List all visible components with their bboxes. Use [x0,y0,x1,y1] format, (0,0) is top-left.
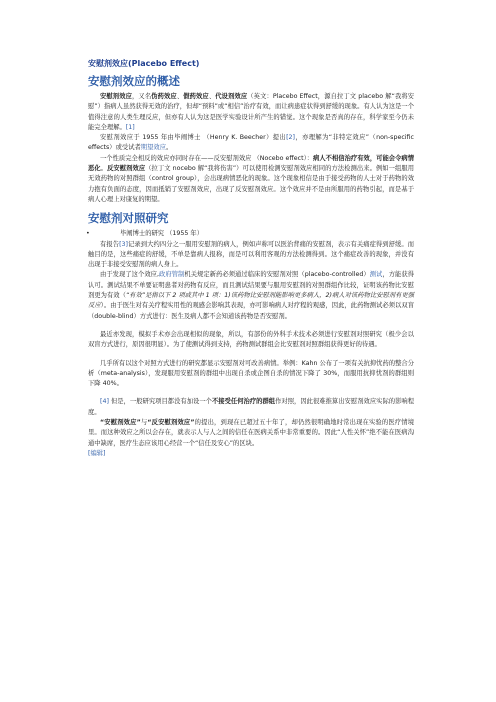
paragraph-meta-analysis: 几乎所有以这个对照方式进行的研究都显示安慰剂对可改善病情。举例：Kahn 公布了一项有关抗抑忧药的整合分析（meta-analysis），发现服用安慰剂的群组中出现自杀或企图自杀的情况下降了 30%，而服用抗抑忧剂的群组则下降 40%。 [88,359,414,388]
paragraph-report [88,240,414,271]
placebo-term-emphasis: “安慰剂效应” [100,419,141,427]
text-fragment: 有报告 [100,240,120,248]
paragraph-regulation [88,270,414,321]
bullet-text: 毕阐博士的研究 （1955 年） [120,230,203,238]
text-fragment: 机关规定新药必须通过临床的安慰剂对照（placebo-controlled） [184,271,370,279]
text-fragment: ，又名 [132,93,152,100]
government-regulation-link[interactable]: 政府管制 [159,271,185,279]
test-link[interactable]: 测试 [369,271,383,279]
text-fragment: 。 [165,144,173,152]
expectation-effect-link[interactable]: 期望效应 [140,144,166,152]
text-fragment: 一个性质完全相反的效应亦同时存在——反安慰剂效应 （Nocebo effect）： [100,154,314,162]
text-fragment: 、 [208,93,216,100]
text-fragment: 与 [140,419,148,427]
section-heading-overview: 安慰剂效应的概述 [88,74,180,88]
no-treatment-group-emphasis: 不接受任何治疗的群组 [211,398,276,406]
paragraph-nocebo [88,154,414,205]
text-fragment: 记录到大约四分之一服用安慰剂的病人，例如声称可以医治背痛的安慰剂，表示有关痛症得到舒缓。而触目的是，这些痛症的舒缓，不单是靠病人报称，而是可以利用客观的方法检测得到。这个痛症改善的现象，并没有出现于非接受安慰剂的病人身上。 [88,240,415,269]
nocebo-term-emphasis: “反安慰剂效应” [147,419,195,427]
term-placebo-effect: 安慰剂效应 [100,93,133,100]
term-substitute-effect: 代设剂效应 [215,93,248,100]
text-fragment: 作对照，因此很难推算出安慰剂效应实际的影响程度。 [88,398,414,416]
term-pseudo-drug-effect: 伪药效应 [151,93,177,100]
nocebo-emphasis: 病人不相信治疗有效，可能会令病情恶化 [88,154,415,173]
term-nocebo-effect: 反安慰剂效应 [107,165,146,173]
reference-link-4[interactable]: [4] [100,398,109,406]
text-fragment: 由于发现了这个效应, [100,271,159,279]
text-fragment: 。 [100,165,108,173]
paragraph-history [88,133,414,154]
section-heading-controlled-studies: 安慰剂对照研究 [88,211,169,226]
text-fragment: ）。由于医生对有关疗程实用性的观感会影响其表现，亦可影响病人对疗程的观感，因此，此药物测试必须以双盲 （double-blind）方式进行：医生及病人都不会知道该药物是否安慰剂。 [88,302,415,320]
reference-link-2[interactable]: [2] [286,134,296,142]
term-fake-drug-effect: 假药效应 [183,93,209,100]
text-fragment: 、 [176,93,184,100]
paragraph-surgery: 最近亦发现，模拟手术亦会出现相似的现象，所以，有部份的外科手术技术必须进行安慰剂对照研究（极少会以双盲方式进行，原因很明显）。为了使测试得到支持，药物测试群组会比安慰剂对照群组获得更好的待遇。 [88,330,414,349]
reference-link-1[interactable]: [1] [125,123,135,131]
paragraph-definition [88,92,414,133]
bullet-icon: • [86,230,90,238]
effective-definition: “有效”是指以下 2 项或其中 1 项：1)该药物比安慰剂能影响更多病人，2)病人对该药物比安慰剂有更强反应 [88,292,414,310]
list-item [88,229,414,239]
text-fragment: （英文：Placebo Effect，源自拉丁文 placebo 解“我将安慰”）指病人虽然获得无效的治疗，但却“预料”或“相信”治疗有效，而让病患症状得到舒缓的现象。有人认为这是一个值得注意的人类生理反应，但亦有人认为这是医学实验设计所产生的错觉。这个现象是否真的存在，科学家至今仍未能完全理解。 [88,93,415,131]
paragraph-limitation [88,397,414,418]
text-fragment: 的提出，到现在已超过五十年了，却仍然很明确地时常出现在实验的医疗情境里。而这种效应之所以会存在，就表示人与人之间的信任在医病关系中非常重要的。因此“人性关怀”绝不能在医病沟通中缺席，医疗生态应该用心经营一个“信任及安心”的区块。 [88,419,415,447]
text-fragment: （拉丁文 nocebo 解“我将伤害”）可以使用检测安慰剂效应相同的方法检测出来。例如一组服用无效药物的对照群组（control group），会出现病情恶化的现象。这个现象相信是由于接受药物的人士对于药物的效力抱有负面的态度，因而抵销了安慰剂效应，出现了反安慰剂效应。这个效应并不是由所服用的药物引起，而是基于病人心理上对康复的期望。 [88,165,415,203]
paragraph-conclusion [88,418,414,449]
text-fragment: 但是，一般研究项目都没有加设一个 [108,398,212,406]
text-fragment: ，方能获得认可。测试结果不单要证明患者对药物有反应，而且测试结果要与服用安慰剂的对照群组作比较，证明该药物比安慰剂更为有效（ [88,271,415,300]
edit-link[interactable]: [编辑] [88,449,106,457]
text-fragment: 安慰剂效应于 1955 年由毕阐博士 （Henry K. Beecher）提出 [100,134,287,142]
reference-link-3[interactable]: [3] [119,240,128,248]
document-title: 安慰剂效应(Placebo Effect) [88,59,200,68]
text-fragment: ，亦理解为“非特定效应”（non-specific effects）或受试者 [88,134,414,152]
